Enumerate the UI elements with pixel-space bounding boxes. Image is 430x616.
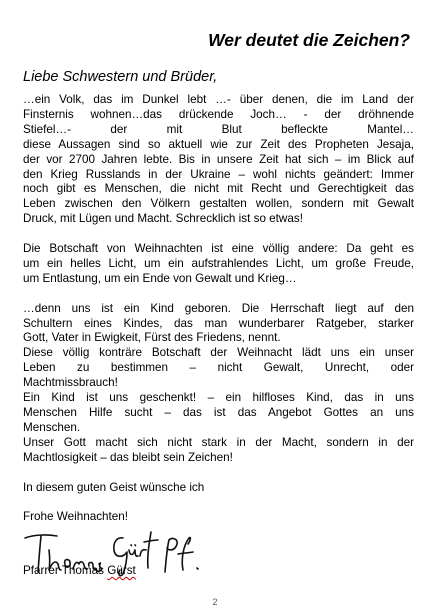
author-name [23,564,136,577]
text-line: Gott, Vater in Ewigkeit, Fürst des Friedens, nennt. [23,331,281,345]
text-line: Machtmissbrauch! [23,376,118,390]
text-line: Leben zwischen den Völkern gestalten wollen, sondern mit Gewalt [23,197,414,211]
paragraph-3 [23,302,414,466]
text-line: Diese völlig konträre Botschaft der Weihnacht lädt uns ein unser [23,346,414,360]
author-surname: Gürst [107,564,136,577]
text-line: Machtlosigkeit – das bleibt sein Zeichen! [23,450,233,464]
text-line: Menschen Hilfe sucht – das ist das Angebot Gottes an uns [23,406,414,419]
letter-body [23,93,414,525]
paragraph-spacer [23,227,414,242]
text-line: Finsternis wohnen…das drückende Joch… - der dröhnende [23,107,414,121]
text-line: diese Aussagen sind so aktuell wie zur Zeit des Propheten Jesaja, [23,137,414,151]
text-line: …ein Volk, das im Dunkel lebt …- über denen, die im Land der [23,93,414,106]
text-line: Stiefel…- der mit Blut befleckte Mantel… [23,122,414,136]
text-line: Ein Kind ist uns geschenkt! – ein hilfloses Kind, das in uns [23,391,414,405]
text-line: um Entlastung, um ein Ende von Gewalt und Krieg… [23,271,297,285]
page-number: 2 [212,597,218,607]
paragraph-spacer [23,495,414,510]
closing-wish: In diesem guten Geist wünsche ich [23,480,205,494]
paragraph-1 [23,93,414,227]
text-line: der vor 2700 Jahren lebte. Bis in unsere Zeit hat sich – im Blick auf [23,152,414,166]
paragraph-2 [23,242,414,287]
text-line: Leben zu bestimmen – nicht Gewalt, Unrecht, oder [23,361,414,375]
paragraph-spacer [23,287,414,302]
text-line: noch gibt es Menschen, die nicht mit Recht und Gerechtigkeit das [23,182,414,196]
salutation: Liebe Schwestern und Brüder, [23,69,218,85]
signature-block [23,528,223,588]
text-line: um ein helles Licht, um ein aufstrahlendes Licht, um große Freude, [23,256,414,270]
page-title: Wer deutet die Zeichen? [208,30,410,50]
christmas-greeting: Frohe Weihnachten! [23,510,129,524]
paragraph-spacer [23,466,414,481]
text-line: Schultern eines Kindes, das man wunderbarer Ratgeber, starker [23,316,414,330]
text-line: Die Botschaft von Weihnachten ist eine völlig andere: Da geht es [23,242,414,256]
text-line: …denn uns ist ein Kind geboren. Die Herrschaft liegt auf den [23,301,414,315]
text-line: den Krieg Russlands in der Ukraine – wohl nichts geändert: Immer [23,167,414,181]
text-line: Unser Gott macht sich nicht stark in der Macht, sondern in der [23,435,414,449]
author-title-firstname: Pfarrer Thomas [23,564,108,577]
text-line: Druck, mit Lügen und Macht. Schrecklich ist so etwas! [23,212,303,226]
text-line: Menschen. [23,420,81,434]
